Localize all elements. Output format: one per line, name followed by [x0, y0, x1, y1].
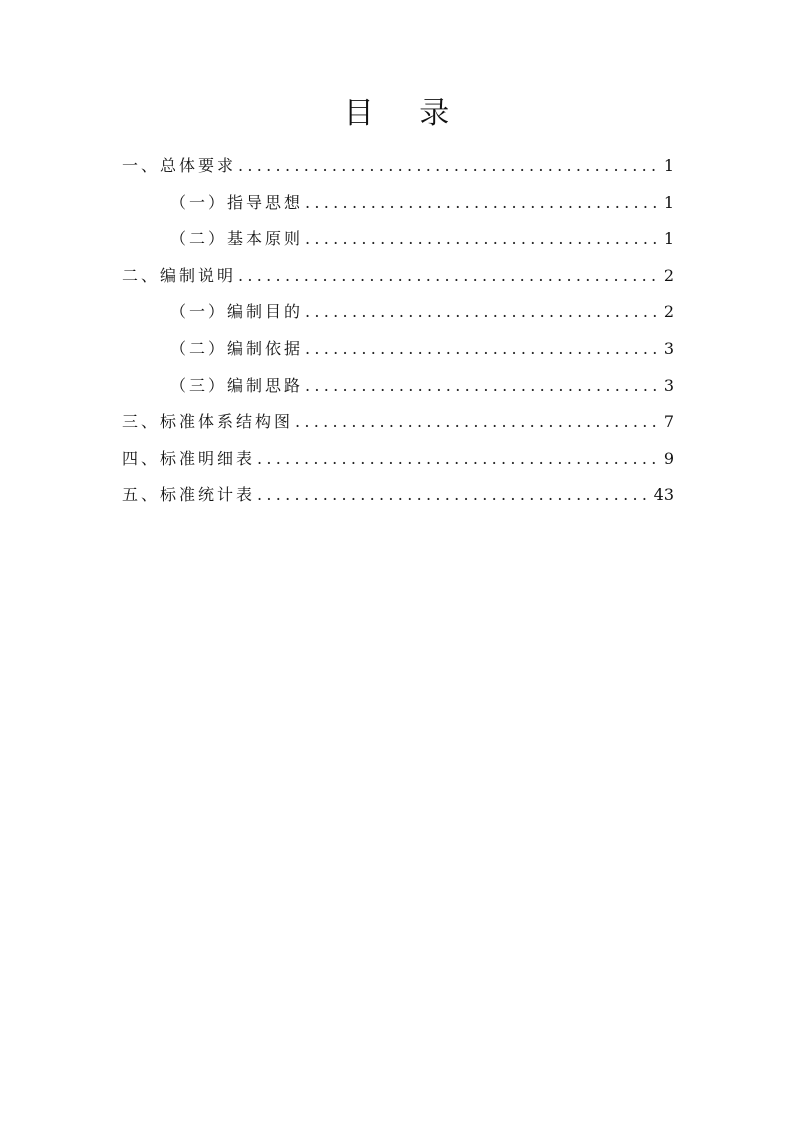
toc-page-number: 43	[653, 485, 674, 505]
toc-entry[interactable]	[122, 185, 674, 222]
toc-dot-leader	[295, 404, 660, 440]
toc-entry-label: 三、标准体系结构图	[122, 412, 294, 432]
toc-dot-leader	[305, 294, 660, 330]
toc-entry[interactable]	[122, 441, 674, 478]
toc-dot-leader	[305, 368, 660, 404]
toc-entry-label: 四、标准明细表	[122, 448, 256, 468]
toc-entry[interactable]	[122, 148, 674, 185]
toc-entry-label: （一）指导思想	[170, 192, 304, 212]
toc-entry-label: 一、总体要求	[122, 156, 237, 175]
toc-page-number: 7	[663, 412, 674, 432]
toc-entry-label: （一）编制目的	[170, 302, 304, 322]
toc-entry[interactable]	[122, 258, 674, 295]
toc-page-number: 9	[663, 448, 674, 468]
toc-entry[interactable]	[122, 331, 674, 368]
toc-dot-leader	[305, 185, 660, 221]
toc-dot-leader	[257, 477, 650, 513]
toc-dot-leader	[257, 441, 660, 477]
toc-entry-label: 二、编制说明	[122, 265, 237, 285]
toc-entry[interactable]	[122, 477, 674, 514]
toc-page-number: 3	[663, 338, 674, 358]
toc-entry[interactable]	[122, 294, 674, 331]
toc-entry-label: 五、标准统计表	[122, 485, 256, 505]
table-of-contents	[122, 148, 674, 514]
toc-page-number: 2	[663, 265, 674, 285]
toc-dot-leader	[238, 258, 660, 294]
toc-dot-leader	[305, 331, 660, 367]
toc-entry[interactable]	[122, 368, 674, 405]
toc-page-number: 2	[663, 302, 674, 322]
toc-page-number: 1	[663, 192, 674, 212]
toc-entry-label: （二）编制依据	[170, 338, 304, 358]
toc-dot-leader	[238, 148, 660, 184]
toc-page-number: 1	[663, 156, 674, 175]
toc-entry[interactable]	[122, 221, 674, 258]
toc-page-number: 1	[663, 229, 674, 249]
toc-entry-label: （三）编制思路	[170, 375, 304, 395]
toc-dot-leader	[305, 221, 660, 257]
toc-entry[interactable]	[122, 404, 674, 441]
page-title: 目 录	[343, 96, 468, 131]
toc-page-number: 3	[663, 375, 674, 395]
toc-entry-label: （二）基本原则	[170, 229, 304, 249]
